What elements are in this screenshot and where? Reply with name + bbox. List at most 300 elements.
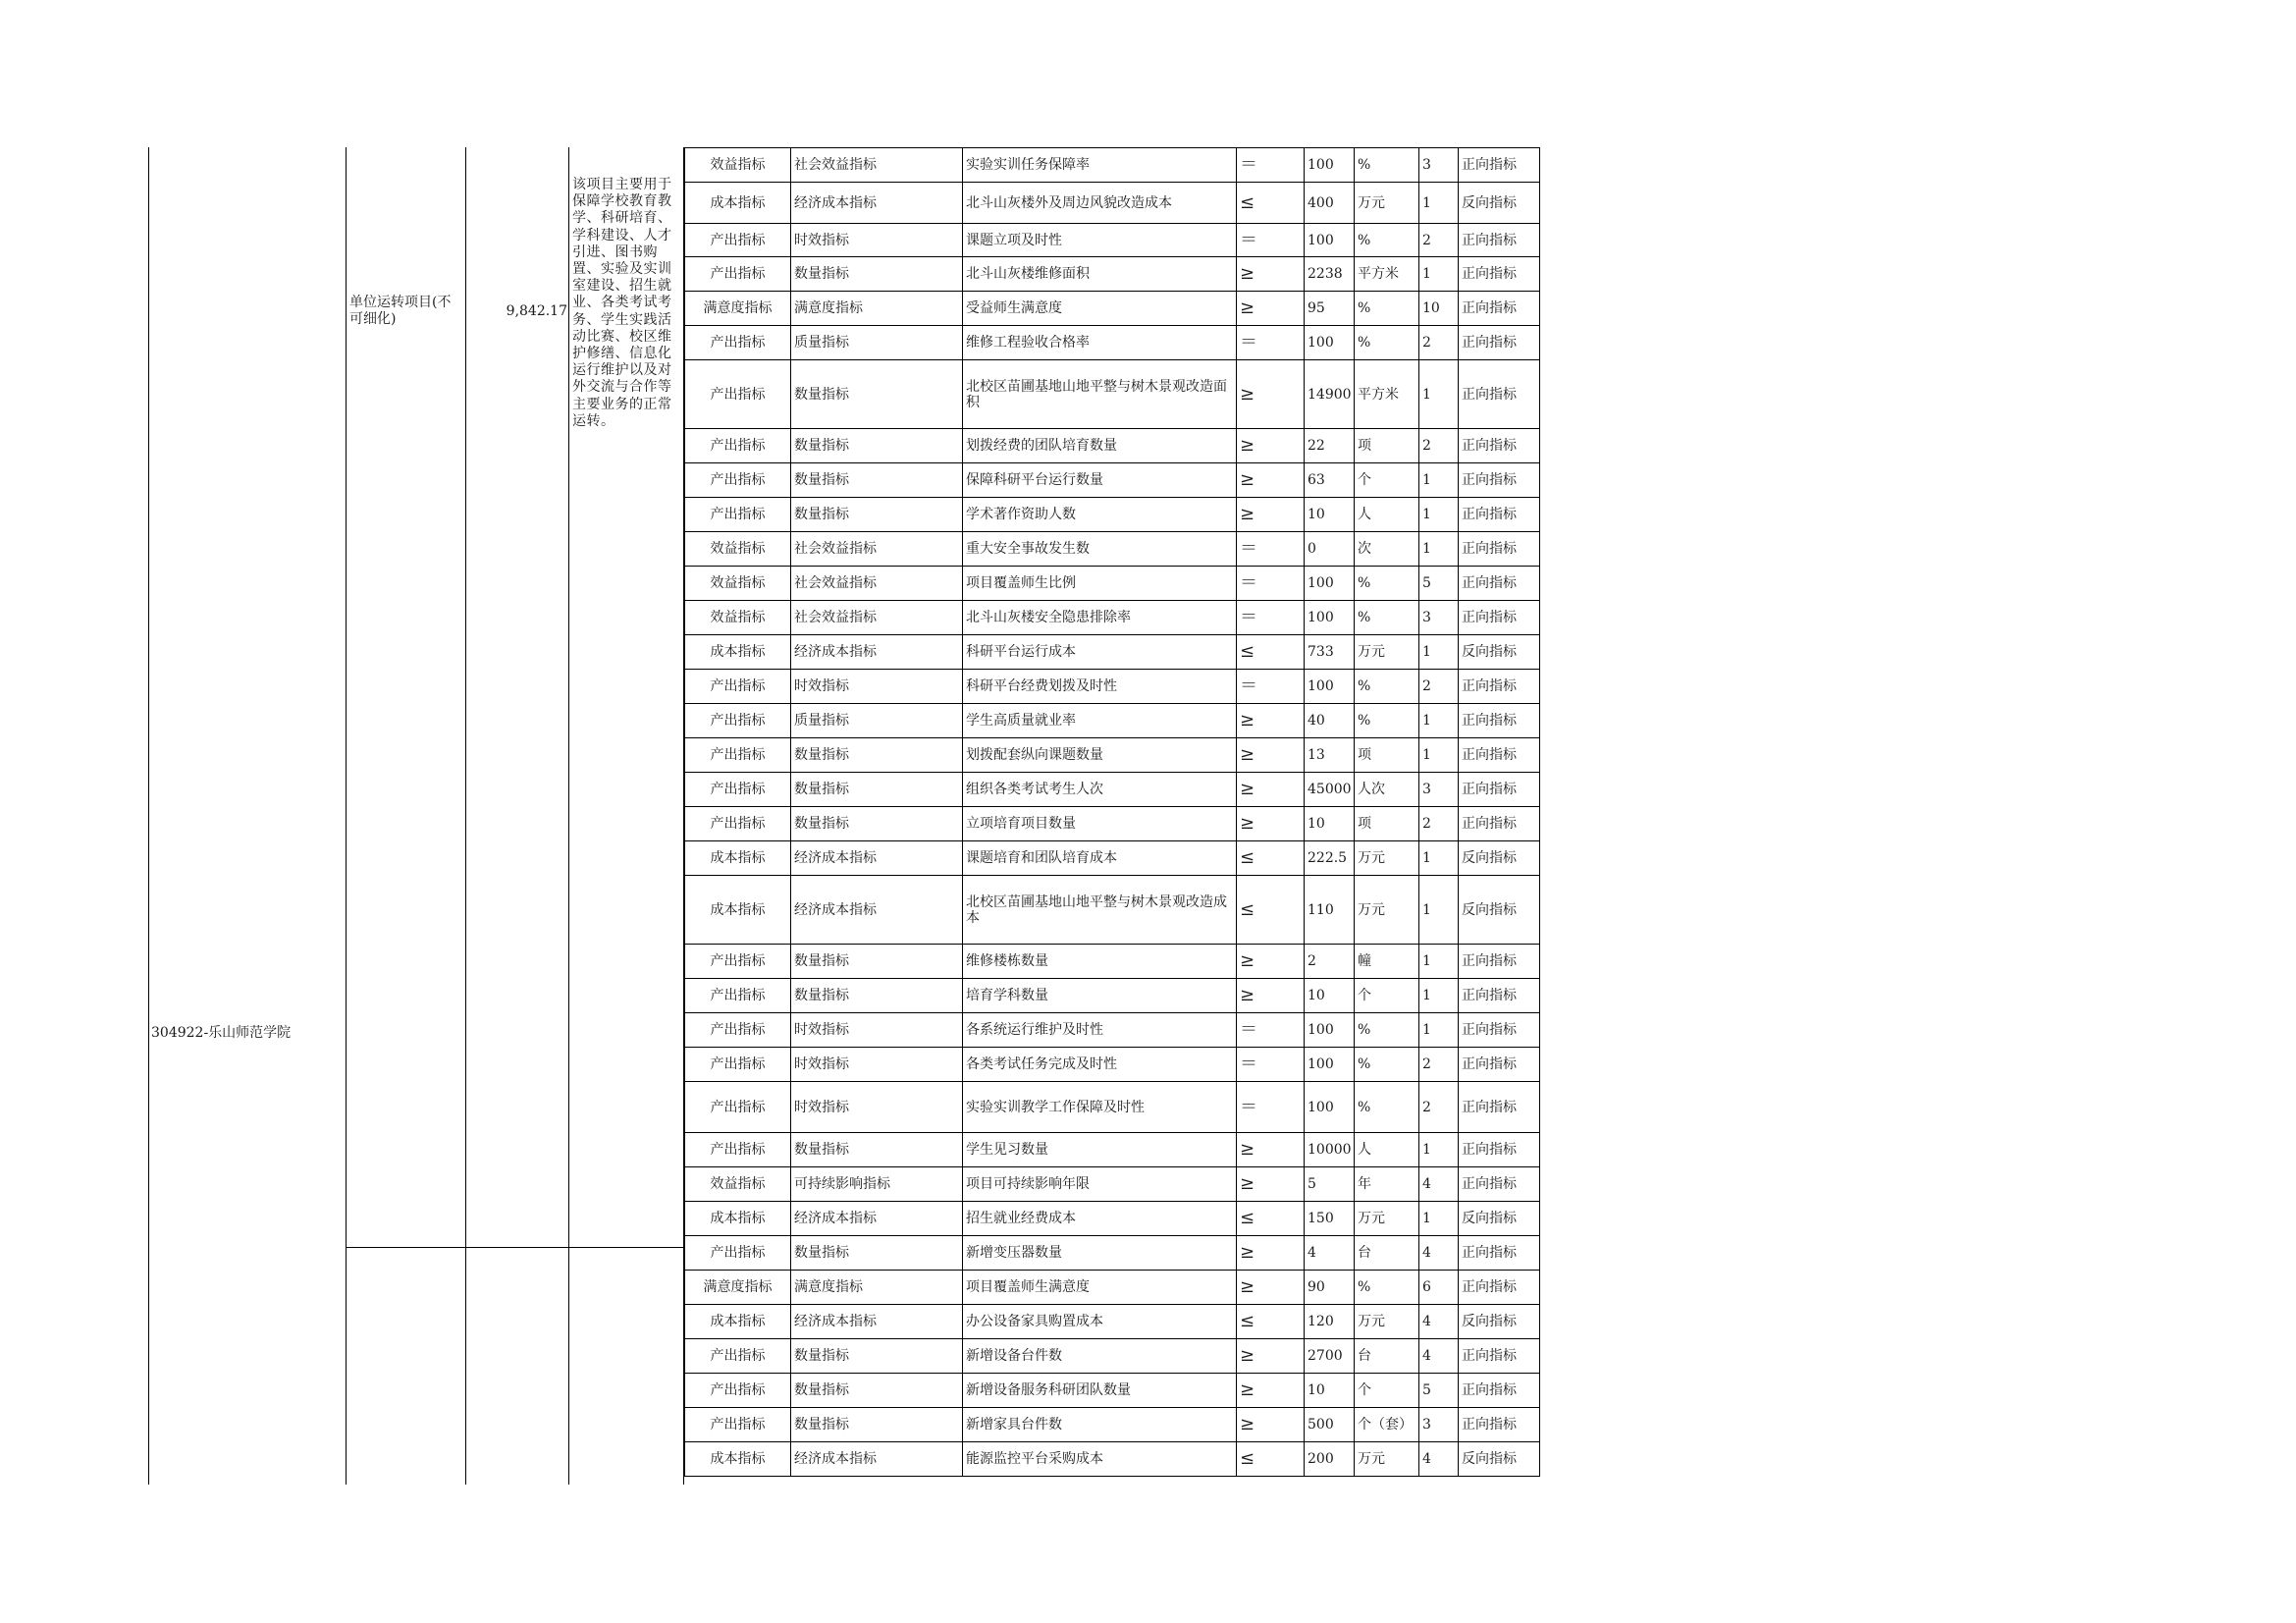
indicator-table: [684, 147, 1540, 1477]
indicator-level2: 社会效益指标: [791, 532, 963, 567]
indicator-weight: 1: [1419, 635, 1459, 670]
indicator-unit: 个: [1355, 979, 1419, 1013]
indicator-operator: ≥: [1237, 738, 1305, 773]
indicator-value: 200: [1305, 1442, 1355, 1477]
indicator-value: 0: [1305, 532, 1355, 567]
table-row: [685, 670, 1540, 704]
indicator-operator: ＝: [1237, 1082, 1305, 1133]
indicator-level2: 时效指标: [791, 670, 963, 704]
indicator-weight: 1: [1419, 945, 1459, 979]
table-row: [685, 224, 1540, 257]
indicator-value: 45000: [1305, 773, 1355, 807]
indicator-weight: 1: [1419, 463, 1459, 498]
indicator-level1: 产出指标: [685, 429, 791, 463]
indicator-weight: 2: [1419, 326, 1459, 360]
indicator-value: 10: [1305, 1374, 1355, 1408]
indicator-value: 100: [1305, 601, 1355, 635]
indicator-name: 维修楼栋数量: [963, 945, 1237, 979]
indicator-operator: ≥: [1237, 463, 1305, 498]
indicator-weight: 4: [1419, 1305, 1459, 1339]
indicator-level2: 数量指标: [791, 1374, 963, 1408]
indicator-operator: ≥: [1237, 1236, 1305, 1271]
indicator-operator: ≥: [1237, 498, 1305, 532]
table-row: [685, 257, 1540, 292]
indicator-weight: 3: [1419, 148, 1459, 183]
indicator-operator: ≥: [1237, 1133, 1305, 1167]
indicator-level2: 满意度指标: [791, 292, 963, 326]
table-row: [685, 1202, 1540, 1236]
indicator-value: 120: [1305, 1305, 1355, 1339]
indicator-value: 13: [1305, 738, 1355, 773]
indicator-direction: 正向指标: [1459, 463, 1540, 498]
indicator-value: 100: [1305, 326, 1355, 360]
indicator-weight: 1: [1419, 876, 1459, 945]
indicator-value: 5: [1305, 1167, 1355, 1202]
indicator-value: 222.5: [1305, 841, 1355, 876]
indicator-value: 100: [1305, 224, 1355, 257]
indicator-unit: 个（套）: [1355, 1408, 1419, 1442]
indicator-weight: 1: [1419, 257, 1459, 292]
indicator-weight: 1: [1419, 532, 1459, 567]
indicator-value: 100: [1305, 1013, 1355, 1048]
indicator-name: 新增变压器数量: [963, 1236, 1237, 1271]
indicator-name: 课题立项及时性: [963, 224, 1237, 257]
indicator-name: 培育学科数量: [963, 979, 1237, 1013]
indicator-weight: 3: [1419, 773, 1459, 807]
indicator-direction: 反向指标: [1459, 1202, 1540, 1236]
indicator-operator: ≥: [1237, 1167, 1305, 1202]
indicator-name: 学生高质量就业率: [963, 704, 1237, 738]
indicator-unit: 年: [1355, 1167, 1419, 1202]
indicator-value: 150: [1305, 1202, 1355, 1236]
indicator-direction: 正向指标: [1459, 326, 1540, 360]
indicator-value: 2238: [1305, 257, 1355, 292]
indicator-weight: 4: [1419, 1167, 1459, 1202]
indicator-unit: %: [1355, 148, 1419, 183]
indicator-level1: 产出指标: [685, 463, 791, 498]
table-row: [685, 1133, 1540, 1167]
indicator-level2: 经济成本指标: [791, 1442, 963, 1477]
indicator-level2: 经济成本指标: [791, 841, 963, 876]
indicator-level2: 数量指标: [791, 1339, 963, 1374]
indicator-value: 733: [1305, 635, 1355, 670]
indicator-name: 学生见习数量: [963, 1133, 1237, 1167]
indicator-unit: %: [1355, 1048, 1419, 1082]
indicator-value: 10: [1305, 498, 1355, 532]
indicator-unit: %: [1355, 1082, 1419, 1133]
indicator-level1: 产出指标: [685, 1339, 791, 1374]
indicator-unit: 万元: [1355, 1202, 1419, 1236]
indicator-level1: 产出指标: [685, 1236, 791, 1271]
indicator-unit: 万元: [1355, 183, 1419, 224]
project-description: 该项目主要用于保障学校教育教学、科研培育、学科建设、人才引进、图书购置、实验及实训室建设、招生就业、各类考试考务、学生实践活动比赛、校区维护修缮、信息化运行维护以及对外交流与合作等主要业务的正常运转。: [572, 177, 672, 429]
indicator-value: 22: [1305, 429, 1355, 463]
indicator-name: 项目覆盖师生比例: [963, 567, 1237, 601]
indicator-direction: 正向指标: [1459, 1236, 1540, 1271]
indicator-weight: 1: [1419, 183, 1459, 224]
indicator-direction: 正向指标: [1459, 601, 1540, 635]
indicator-weight: 1: [1419, 979, 1459, 1013]
indicator-operator: ≤: [1237, 876, 1305, 945]
indicator-name: 新增设备服务科研团队数量: [963, 1374, 1237, 1408]
indicator-unit: 万元: [1355, 841, 1419, 876]
indicator-direction: 反向指标: [1459, 635, 1540, 670]
table-row: [685, 463, 1540, 498]
indicator-unit: %: [1355, 1013, 1419, 1048]
indicator-name: 保障科研平台运行数量: [963, 463, 1237, 498]
table-row: [685, 1305, 1540, 1339]
indicator-direction: 正向指标: [1459, 1013, 1540, 1048]
indicator-name: 各类考试任务完成及时性: [963, 1048, 1237, 1082]
indicator-unit: 项: [1355, 738, 1419, 773]
indicator-name: 北斗山灰楼维修面积: [963, 257, 1237, 292]
indicator-direction: 正向指标: [1459, 148, 1540, 183]
indicator-weight: 3: [1419, 1408, 1459, 1442]
indicator-direction: 正向指标: [1459, 1133, 1540, 1167]
table-row: [685, 326, 1540, 360]
indicator-name: 受益师生满意度: [963, 292, 1237, 326]
table-row: [685, 1013, 1540, 1048]
project-name: 单位运转项目(不可细化): [349, 295, 452, 327]
table-row: [685, 945, 1540, 979]
indicator-value: 10000: [1305, 1133, 1355, 1167]
indicator-name: 维修工程验收合格率: [963, 326, 1237, 360]
indicator-operator: ≥: [1237, 360, 1305, 429]
indicator-name: 北斗山灰楼安全隐患排除率: [963, 601, 1237, 635]
indicator-level1: 产出指标: [685, 498, 791, 532]
indicator-weight: 2: [1419, 224, 1459, 257]
indicator-level1: 产出指标: [685, 807, 791, 841]
indicator-weight: 4: [1419, 1236, 1459, 1271]
table-row: [685, 498, 1540, 532]
indicator-direction: 正向指标: [1459, 360, 1540, 429]
indicator-operator: ≥: [1237, 1271, 1305, 1305]
indicator-direction: 反向指标: [1459, 1442, 1540, 1477]
indicator-weight: 1: [1419, 1202, 1459, 1236]
indicator-level1: 产出指标: [685, 738, 791, 773]
indicator-weight: 2: [1419, 670, 1459, 704]
indicator-level2: 数量指标: [791, 979, 963, 1013]
table-row: [685, 183, 1540, 224]
indicator-level1: 产出指标: [685, 1082, 791, 1133]
indicator-weight: 10: [1419, 292, 1459, 326]
indicator-level2: 质量指标: [791, 704, 963, 738]
indicator-level2: 数量指标: [791, 498, 963, 532]
indicator-level1: 产出指标: [685, 945, 791, 979]
table-row: [685, 807, 1540, 841]
indicator-value: 100: [1305, 670, 1355, 704]
table-row: [685, 148, 1540, 183]
indicator-level2: 社会效益指标: [791, 601, 963, 635]
table-row: [685, 876, 1540, 945]
indicator-operator: ≤: [1237, 183, 1305, 224]
indicator-name: 重大安全事故发生数: [963, 532, 1237, 567]
indicator-direction: 正向指标: [1459, 567, 1540, 601]
indicator-value: 100: [1305, 567, 1355, 601]
indicator-operator: ≥: [1237, 979, 1305, 1013]
indicator-unit: 个: [1355, 463, 1419, 498]
indicator-unit: 次: [1355, 532, 1419, 567]
table-row: [685, 532, 1540, 567]
indicator-level2: 数量指标: [791, 257, 963, 292]
indicator-direction: 正向指标: [1459, 1048, 1540, 1082]
project-separator-line: [346, 1247, 684, 1248]
indicator-name: 组织各类考试考生人次: [963, 773, 1237, 807]
col-line-unit-left: [148, 147, 149, 1485]
table-row: [685, 601, 1540, 635]
table-row: [685, 773, 1540, 807]
indicator-value: 10: [1305, 979, 1355, 1013]
indicator-unit: %: [1355, 1271, 1419, 1305]
col-line-desc-left: [568, 147, 569, 1485]
indicator-name: 实验实训任务保障率: [963, 148, 1237, 183]
table-row: [685, 429, 1540, 463]
indicator-unit: 幢: [1355, 945, 1419, 979]
indicator-level1: 产出指标: [685, 1408, 791, 1442]
indicator-unit: 万元: [1355, 1305, 1419, 1339]
indicator-weight: 1: [1419, 360, 1459, 429]
indicator-name: 北斗山灰楼外及周边风貌改造成本: [963, 183, 1237, 224]
indicator-operator: ≤: [1237, 1202, 1305, 1236]
indicator-weight: 4: [1419, 1442, 1459, 1477]
indicator-operator: ≥: [1237, 1339, 1305, 1374]
indicator-operator: ≥: [1237, 1374, 1305, 1408]
indicator-level1: 成本指标: [685, 876, 791, 945]
indicator-level2: 经济成本指标: [791, 1305, 963, 1339]
indicator-weight: 1: [1419, 498, 1459, 532]
indicator-level1: 产出指标: [685, 1133, 791, 1167]
indicator-unit: 万元: [1355, 1442, 1419, 1477]
indicator-name: 各系统运行维护及时性: [963, 1013, 1237, 1048]
indicator-direction: 正向指标: [1459, 1271, 1540, 1305]
indicator-operator: ≥: [1237, 1408, 1305, 1442]
indicator-name: 划拨经费的团队培育数量: [963, 429, 1237, 463]
indicator-unit: %: [1355, 704, 1419, 738]
indicator-direction: 正向指标: [1459, 1339, 1540, 1374]
indicator-operator: ＝: [1237, 601, 1305, 635]
indicator-unit: %: [1355, 670, 1419, 704]
indicator-level2: 经济成本指标: [791, 635, 963, 670]
indicator-unit: 台: [1355, 1339, 1419, 1374]
indicator-operator: ≥: [1237, 429, 1305, 463]
indicator-direction: 正向指标: [1459, 773, 1540, 807]
indicator-level1: 效益指标: [685, 601, 791, 635]
table-row: [685, 738, 1540, 773]
indicator-level1: 效益指标: [685, 1167, 791, 1202]
table-row: [685, 567, 1540, 601]
indicator-operator: ≥: [1237, 704, 1305, 738]
indicator-operator: ＝: [1237, 567, 1305, 601]
indicator-level1: 产出指标: [685, 670, 791, 704]
indicator-level1: 产出指标: [685, 1013, 791, 1048]
indicator-value: 14900: [1305, 360, 1355, 429]
indicator-direction: 正向指标: [1459, 429, 1540, 463]
project-amount: 9,842.17: [506, 303, 567, 319]
indicator-value: 100: [1305, 1048, 1355, 1082]
table-row: [685, 292, 1540, 326]
indicator-level1: 产出指标: [685, 773, 791, 807]
indicator-level2: 数量指标: [791, 1133, 963, 1167]
indicator-value: 110: [1305, 876, 1355, 945]
indicator-name: 北校区苗圃基地山地平整与树木景观改造成本: [963, 876, 1237, 945]
table-row: [685, 360, 1540, 429]
indicator-weight: 5: [1419, 567, 1459, 601]
table-row: [685, 1048, 1540, 1082]
indicator-level1: 成本指标: [685, 1202, 791, 1236]
indicator-operator: ＝: [1237, 148, 1305, 183]
table-row: [685, 1082, 1540, 1133]
indicator-operator: ≥: [1237, 807, 1305, 841]
indicator-level1: 产出指标: [685, 360, 791, 429]
indicator-level2: 数量指标: [791, 807, 963, 841]
indicator-name: 能源监控平台采购成本: [963, 1442, 1237, 1477]
indicator-level2: 经济成本指标: [791, 183, 963, 224]
indicator-name: 学术著作资助人数: [963, 498, 1237, 532]
indicator-weight: 4: [1419, 1339, 1459, 1374]
indicator-level2: 数量指标: [791, 463, 963, 498]
table-row: [685, 1442, 1540, 1477]
indicator-level2: 数量指标: [791, 429, 963, 463]
indicator-level2: 经济成本指标: [791, 1202, 963, 1236]
indicator-unit: 人: [1355, 1133, 1419, 1167]
indicator-operator: ≥: [1237, 773, 1305, 807]
indicator-level1: 满意度指标: [685, 1271, 791, 1305]
unit-name: 304922-乐山师范学院: [151, 1025, 292, 1041]
indicator-name: 新增家具台件数: [963, 1408, 1237, 1442]
indicator-direction: 正向指标: [1459, 945, 1540, 979]
indicator-level2: 质量指标: [791, 326, 963, 360]
indicator-level1: 成本指标: [685, 1305, 791, 1339]
indicator-name: 办公设备家具购置成本: [963, 1305, 1237, 1339]
indicator-weight: 1: [1419, 738, 1459, 773]
indicator-direction: 正向指标: [1459, 1082, 1540, 1133]
indicator-level2: 时效指标: [791, 224, 963, 257]
indicator-value: 2700: [1305, 1339, 1355, 1374]
table-row: [685, 1408, 1540, 1442]
indicator-direction: 正向指标: [1459, 224, 1540, 257]
indicator-operator: ≤: [1237, 635, 1305, 670]
indicator-direction: 正向指标: [1459, 1408, 1540, 1442]
indicator-value: 63: [1305, 463, 1355, 498]
indicator-operator: ≥: [1237, 945, 1305, 979]
indicator-operator: ＝: [1237, 670, 1305, 704]
indicator-weight: 2: [1419, 429, 1459, 463]
indicator-direction: 反向指标: [1459, 841, 1540, 876]
indicator-value: 40: [1305, 704, 1355, 738]
indicator-weight: 3: [1419, 601, 1459, 635]
indicator-unit: 人: [1355, 498, 1419, 532]
indicator-weight: 2: [1419, 807, 1459, 841]
indicator-direction: 正向指标: [1459, 1167, 1540, 1202]
indicator-weight: 5: [1419, 1374, 1459, 1408]
indicator-operator: ＝: [1237, 532, 1305, 567]
indicator-direction: 正向指标: [1459, 1374, 1540, 1408]
indicator-level1: 产出指标: [685, 326, 791, 360]
indicator-value: 10: [1305, 807, 1355, 841]
indicator-unit: %: [1355, 601, 1419, 635]
indicator-operator: ≥: [1237, 257, 1305, 292]
indicator-value: 95: [1305, 292, 1355, 326]
indicator-unit: 项: [1355, 807, 1419, 841]
indicator-level2: 数量指标: [791, 945, 963, 979]
indicator-value: 4: [1305, 1236, 1355, 1271]
indicator-operator: ≤: [1237, 1442, 1305, 1477]
indicator-level2: 数量指标: [791, 1408, 963, 1442]
indicator-level2: 社会效益指标: [791, 567, 963, 601]
indicator-level2: 数量指标: [791, 773, 963, 807]
table-row: [685, 1167, 1540, 1202]
indicator-unit: %: [1355, 567, 1419, 601]
indicator-name: 项目可持续影响年限: [963, 1167, 1237, 1202]
indicator-level2: 数量指标: [791, 738, 963, 773]
indicator-direction: 正向指标: [1459, 498, 1540, 532]
indicator-level1: 产出指标: [685, 257, 791, 292]
indicator-level2: 可持续影响指标: [791, 1167, 963, 1202]
indicator-unit: %: [1355, 326, 1419, 360]
indicator-direction: 正向指标: [1459, 670, 1540, 704]
indicator-value: 500: [1305, 1408, 1355, 1442]
indicator-name: 新增设备台件数: [963, 1339, 1237, 1374]
indicator-unit: 项: [1355, 429, 1419, 463]
table-row: [685, 1271, 1540, 1305]
indicator-unit: 平方米: [1355, 257, 1419, 292]
indicator-unit: %: [1355, 224, 1419, 257]
indicator-name: 课题培育和团队培育成本: [963, 841, 1237, 876]
indicator-direction: 正向指标: [1459, 292, 1540, 326]
indicator-weight: 2: [1419, 1048, 1459, 1082]
indicator-operator: ＝: [1237, 1048, 1305, 1082]
indicator-direction: 反向指标: [1459, 876, 1540, 945]
indicator-value: 100: [1305, 148, 1355, 183]
indicator-weight: 1: [1419, 704, 1459, 738]
indicator-name: 北校区苗圃基地山地平整与树木景观改造面积: [963, 360, 1237, 429]
table-row: [685, 979, 1540, 1013]
indicator-level2: 社会效益指标: [791, 148, 963, 183]
indicator-direction: 正向指标: [1459, 979, 1540, 1013]
indicator-level1: 成本指标: [685, 1442, 791, 1477]
indicator-weight: 1: [1419, 1013, 1459, 1048]
table-row: [685, 1339, 1540, 1374]
indicator-direction: 反向指标: [1459, 183, 1540, 224]
table-row: [685, 841, 1540, 876]
indicator-unit: 万元: [1355, 635, 1419, 670]
indicator-name: 项目覆盖师生满意度: [963, 1271, 1237, 1305]
indicator-level1: 效益指标: [685, 567, 791, 601]
indicator-unit: %: [1355, 292, 1419, 326]
col-line-project-left: [346, 147, 347, 1485]
indicator-operator: ≤: [1237, 1305, 1305, 1339]
indicator-level2: 数量指标: [791, 360, 963, 429]
indicator-unit: 万元: [1355, 876, 1419, 945]
indicator-direction: 正向指标: [1459, 704, 1540, 738]
indicator-direction: 正向指标: [1459, 257, 1540, 292]
indicator-operator: ≥: [1237, 292, 1305, 326]
indicator-unit: 平方米: [1355, 360, 1419, 429]
indicator-level1: 效益指标: [685, 532, 791, 567]
indicator-weight: 2: [1419, 1082, 1459, 1133]
indicator-unit: 个: [1355, 1374, 1419, 1408]
indicator-name: 科研平台运行成本: [963, 635, 1237, 670]
indicator-level2: 满意度指标: [791, 1271, 963, 1305]
indicator-level1: 满意度指标: [685, 292, 791, 326]
table-row: [685, 1374, 1540, 1408]
indicator-value: 2: [1305, 945, 1355, 979]
table-row: [685, 635, 1540, 670]
col-line-amount-left: [465, 147, 466, 1485]
table-row: [685, 1236, 1540, 1271]
indicator-level2: 时效指标: [791, 1082, 963, 1133]
indicator-name: 立项培育项目数量: [963, 807, 1237, 841]
